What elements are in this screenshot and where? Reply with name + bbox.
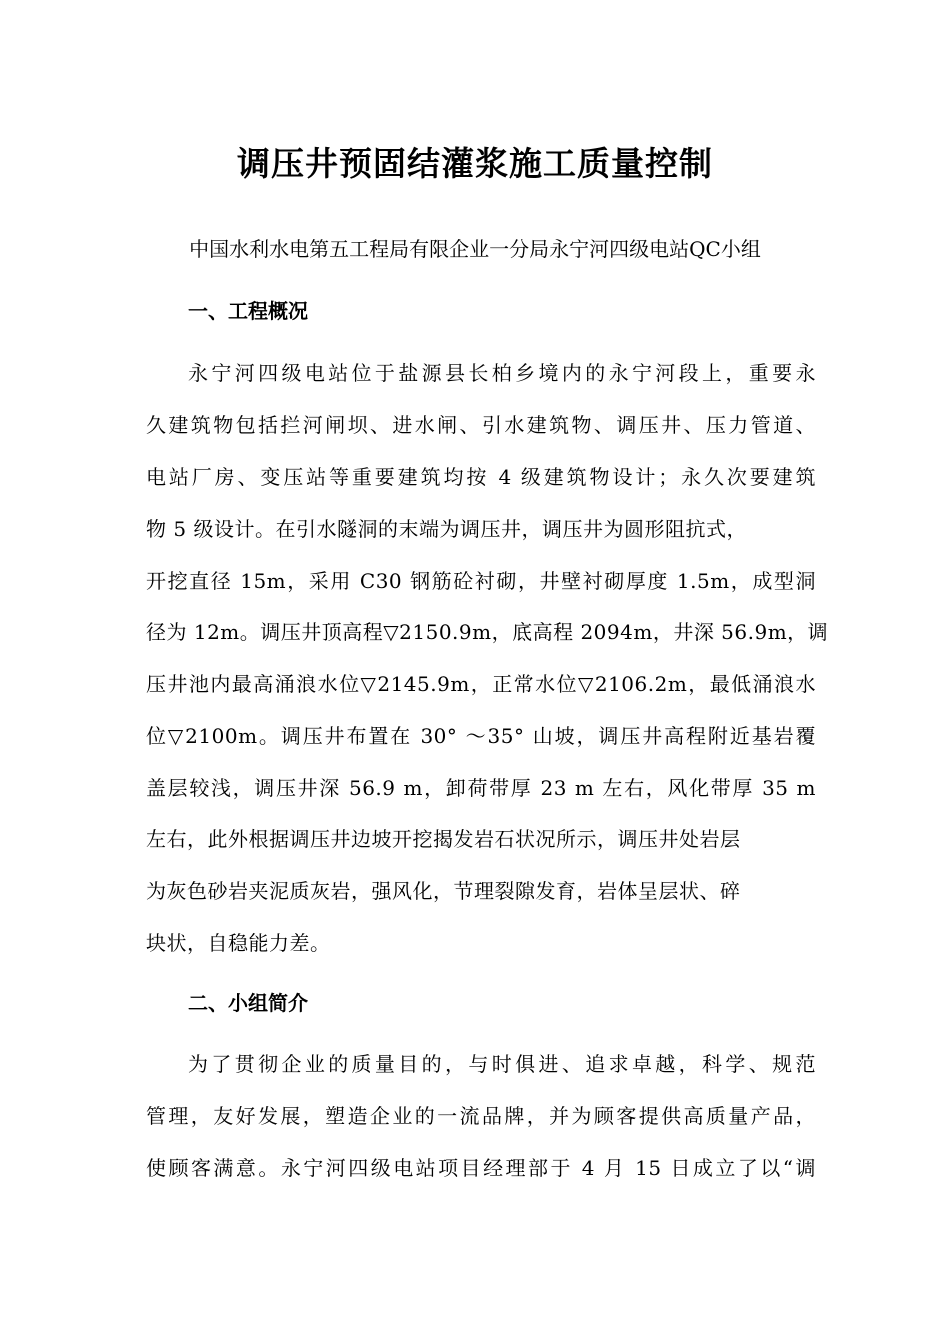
paragraph-line: 为灰色砂岩夹泥质灰岩，强风化，节理裂隙发育，岩体呈层状、碎 [146,879,741,903]
document-title: 调压井预固结灌浆施工质量控制 [237,144,713,183]
paragraph-line: 块状，自稳能力差。 [146,931,331,955]
paragraph-line: 开挖直径 15m，采用 C30 钢筋砼衬砌，井壁衬砌厚度 1.5m，成型洞 [146,569,816,593]
paragraph-line: 物 5 级设计。在引水隧洞的末端为调压井，调压井为圆形阻抗式， [146,517,747,541]
document-subtitle: 中国水利水电第五工程局有限企业一分局永宁河四级电站QC小组 [189,237,761,261]
paragraph-line: 为了贯彻企业的质量目的，与时俱进、追求卓越，科学、规范 [188,1052,816,1076]
paragraph-line: 久建筑物包括拦河闸坝、进水闸、引水建筑物、调压井、压力管道、 [146,413,816,437]
paragraph-line: 管理，友好发展，塑造企业的一流品牌，并为顾客提供高质量产品， [146,1104,816,1128]
paragraph-line: 使顾客满意。永宁河四级电站项目经理部于 4 月 15 日成立了以“调 [146,1156,816,1180]
paragraph-line: 径为 12m。调压井顶高程▽2150.9m，底高程 2094m，井深 56.9m，调 [146,620,829,644]
paragraph-line: 位▽2100m。调压井布置在 30° ～35° 山坡，调压井高程附近基岩覆 [146,724,816,748]
paragraph-line: 左右，此外根据调压井边坡开挖揭发岩石状况所示，调压井处岩层 [146,827,741,851]
paragraph-line: 永宁河四级电站位于盐源县长柏乡境内的永宁河段上，重要永 [188,361,816,385]
paragraph-line: 电站厂房、变压站等重要建筑均按 4 级建筑物设计；永久次要建筑 [146,465,816,489]
section-heading-team: 二、小组简介 [188,991,308,1015]
section-heading-overview: 一、工程概况 [188,299,308,323]
paragraph-line: 压井池内最高涌浪水位▽2145.9m，正常水位▽2106.2m，最低涌浪水 [146,672,816,696]
paragraph-line: 盖层较浅，调压井深 56.9 m，卸荷带厚 23 m 左右，风化带厚 35 m [146,776,816,800]
